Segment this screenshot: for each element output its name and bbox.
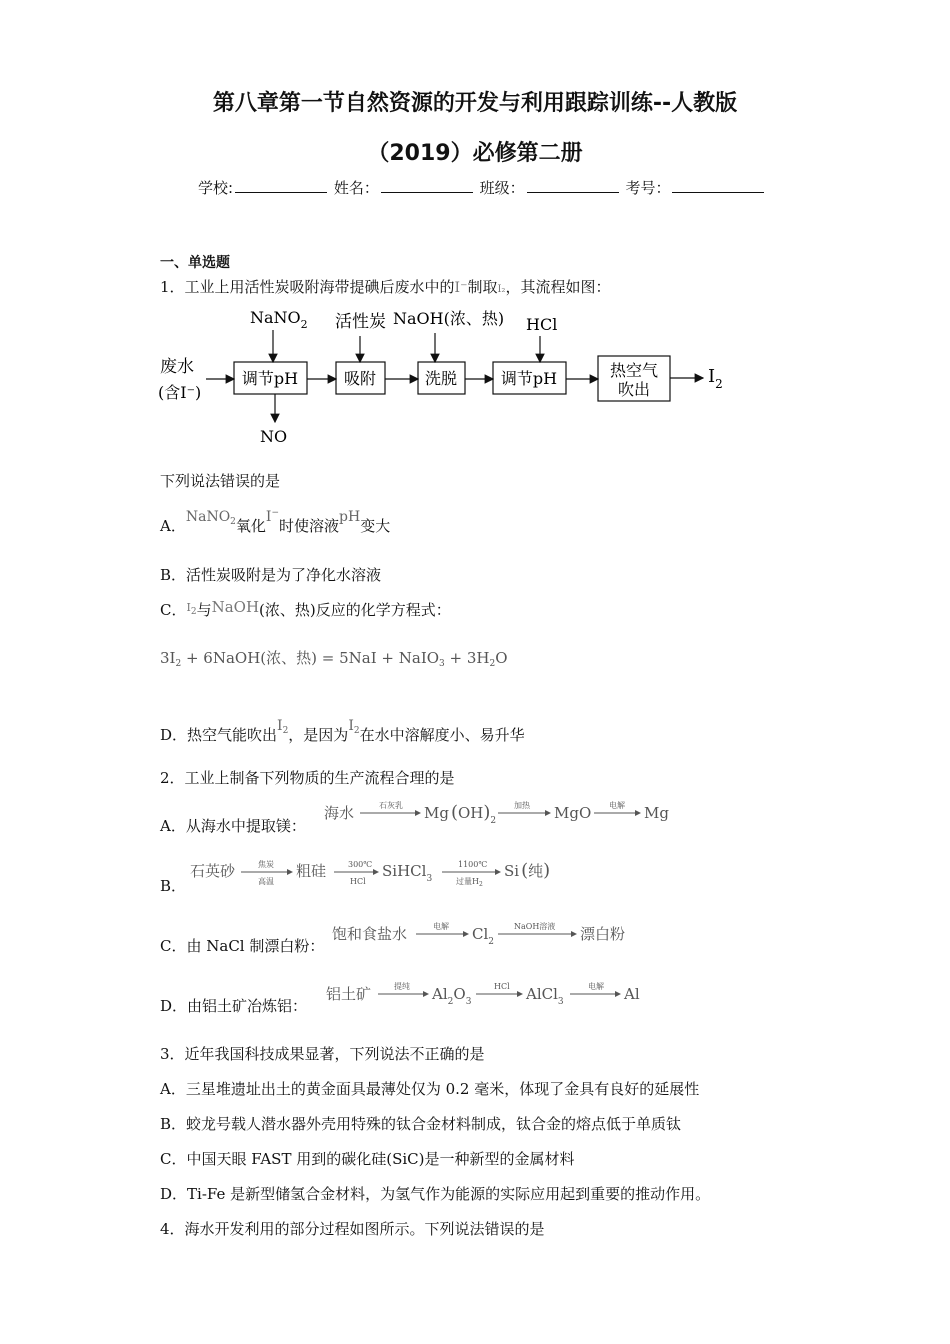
svg-text:Mg: Mg xyxy=(644,804,669,822)
svg-text:SiHCl3: SiHCl$_3$ xyxy=(382,862,433,884)
section-heading: 一、单选题 xyxy=(160,255,230,271)
svg-text:HCl: HCl xyxy=(350,877,366,886)
reagent-nano2: NaNO$_2$ xyxy=(250,308,308,331)
flow-input-wastewater: 废水 xyxy=(160,357,194,377)
flow-output-iodine: $I_2$ xyxy=(708,366,723,391)
svg-text:电解: 电解 xyxy=(433,922,449,931)
svg-text:焦炭: 焦炭 xyxy=(258,860,274,869)
q1-stem: 1．工业上用活性炭吸附海带提碘后废水中的I⁻制取I₂，其流程如图： xyxy=(160,278,611,296)
name-blank[interactable] xyxy=(381,178,473,193)
number-label: 考号： xyxy=(625,179,671,197)
q2-stem: 2．工业上制备下列物质的生产流程合理的是 xyxy=(160,769,455,787)
reagent-activated-carbon: 活性炭 xyxy=(335,312,386,332)
q3-option-b[interactable]: B．蛟龙号载人潜水器外壳用特殊的钛合金材料制成，钛合金的熔点低于单质钛 xyxy=(160,1115,682,1133)
name-label: 姓名： xyxy=(333,179,379,197)
svg-text:电解: 电解 xyxy=(609,801,625,810)
flow-input-iodide: (含I⁻) xyxy=(158,383,202,402)
svg-text:MgO: MgO xyxy=(554,804,592,822)
svg-text:高温: 高温 xyxy=(258,877,274,886)
iodine-flow-diagram xyxy=(150,300,750,450)
svg-text:粗硅: 粗硅 xyxy=(296,862,327,880)
svg-text:1100℃: 1100℃ xyxy=(458,860,488,869)
q2-option-c-scheme xyxy=(330,915,650,951)
title-line-1: 第八章第一节自然资源的开发与利用跟踪训练--人教版 xyxy=(212,91,738,116)
q3-option-c[interactable]: C．中国天眼 FAST 用到的碳化硅(SiC)是一种新型的金属材料 xyxy=(160,1150,575,1168)
byproduct-no: NO xyxy=(260,427,288,446)
q1-option-c[interactable]: C．$^{I_2}$与NaOH(浓、热)反应的化学方程式： xyxy=(160,598,451,619)
svg-text:加热: 加热 xyxy=(514,801,530,810)
svg-text:调节pH: 调节pH xyxy=(500,369,558,388)
svg-text:饱和食盐水: 饱和食盐水 xyxy=(332,925,408,943)
svg-text:洗脱: 洗脱 xyxy=(424,369,458,388)
svg-text:HCl: HCl xyxy=(494,982,510,991)
svg-text:石灰乳: 石灰乳 xyxy=(379,801,403,810)
svg-text:电解: 电解 xyxy=(588,982,604,991)
title-line-2: （2019）必修第二册 xyxy=(367,141,583,166)
q1-option-b[interactable]: B．活性炭吸附是为了净化水溶液 xyxy=(160,566,382,584)
svg-text:过量H2: 过量$H_2$ xyxy=(456,877,483,888)
svg-text:吸附: 吸附 xyxy=(343,369,377,388)
iodine-label: I₂ xyxy=(497,284,506,295)
number-blank[interactable] xyxy=(672,178,764,193)
q4-stem: 4．海水开发利用的部分过程如图所示。下列说法错误的是 xyxy=(160,1220,545,1238)
q2-option-c-label[interactable]: C．由 NaCl 制漂白粉： xyxy=(160,937,325,955)
svg-text:NaOH溶液: NaOH溶液 xyxy=(514,922,556,931)
svg-text:铝土矿: 铝土矿 xyxy=(326,985,372,1003)
svg-text:提纯: 提纯 xyxy=(394,982,410,991)
school-label: 学校: xyxy=(198,179,234,197)
svg-text:石英砂: 石英砂 xyxy=(190,862,236,880)
q2-option-b-label[interactable]: B． xyxy=(160,877,187,895)
q2-option-b-scheme xyxy=(188,852,568,892)
q2-option-d-label[interactable]: D．由铝土矿冶炼铝： xyxy=(160,997,308,1015)
reagent-naoh: NaOH(浓、热) xyxy=(393,309,505,328)
svg-text:AlCl3: AlCl$_3$ xyxy=(526,985,564,1007)
q1-prompt: 下列说法错误的是 xyxy=(160,472,281,490)
svg-text:Si(纯): Si (纯) xyxy=(504,860,551,881)
student-info-row xyxy=(198,177,766,198)
class-label: 班级： xyxy=(479,179,525,197)
iodide-ion: I⁻ xyxy=(454,280,468,296)
svg-text:热空气: 热空气 xyxy=(609,361,659,380)
q2-option-d-scheme xyxy=(324,975,664,1011)
svg-text:漂白粉: 漂白粉 xyxy=(580,925,626,943)
q2-option-a-scheme xyxy=(322,795,682,831)
school-blank[interactable] xyxy=(235,178,327,193)
q1-option-a[interactable]: A．NaNO$_2$氧化I−时使溶液pH变大 xyxy=(160,508,391,535)
svg-text:调节pH: 调节pH xyxy=(241,369,299,388)
class-blank[interactable] xyxy=(527,178,619,193)
svg-text:Mg(OH)2: Mg $(OH)_2$ xyxy=(424,802,497,826)
reagent-hcl: HCl xyxy=(526,315,558,334)
q3-option-a[interactable]: A．三星堆遗址出土的黄金面具最薄处仅为 0.2 毫米，体现了金具有良好的延展性 xyxy=(160,1080,700,1098)
svg-text:300℃: 300℃ xyxy=(348,860,373,869)
q1-option-d[interactable]: D．热空气能吹出$I_2$，是因为$I_2$在水中溶解度小、易升华 xyxy=(160,718,525,744)
svg-text:吹出: 吹出 xyxy=(617,380,651,399)
q1-equation: $3I_2$ + 6NaOH(浓、热) = 5NaI + NaIO$_3$ + $3H_2O$ xyxy=(160,649,508,669)
svg-text:Al: Al xyxy=(624,985,640,1003)
q2-option-a-label[interactable]: A．从海水中提取镁： xyxy=(160,817,306,835)
q3-stem: 3．近年我国科技成果显著，下列说法不正确的是 xyxy=(160,1045,485,1063)
q3-option-d[interactable]: D．Ti-Fe 是新型储氢合金材料，为氢气作为能源的实际应用起到重要的推动作用。 xyxy=(160,1185,711,1203)
svg-text:Al2O3: $Al_2O_3$ xyxy=(432,985,472,1007)
svg-text:海水: 海水 xyxy=(324,804,355,822)
svg-text:Cl2: $Cl_2$ xyxy=(472,925,495,947)
